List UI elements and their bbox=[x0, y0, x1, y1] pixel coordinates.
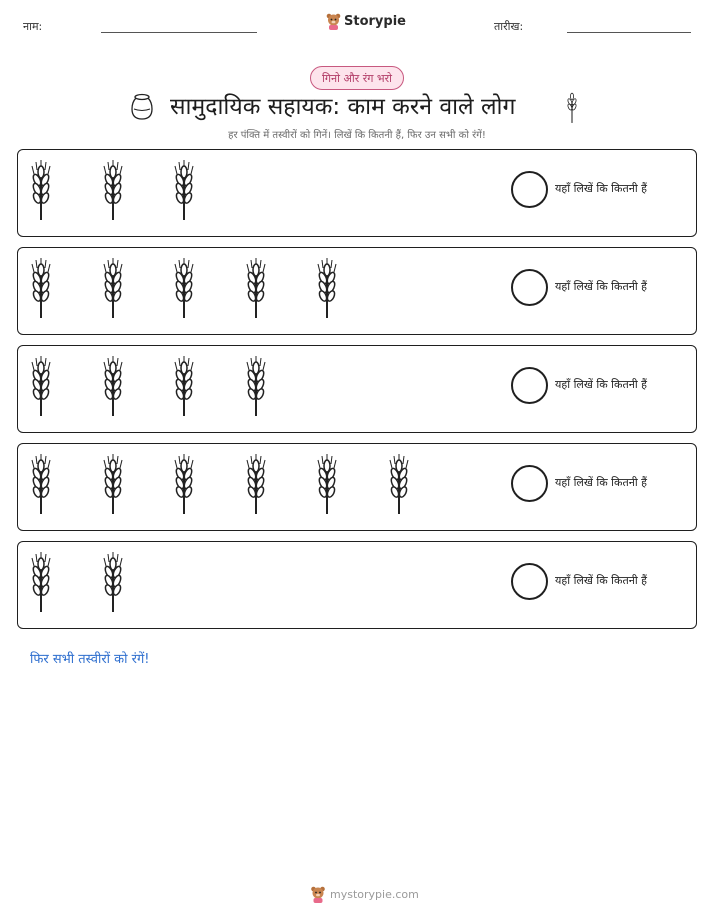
wheat-icon bbox=[28, 256, 54, 320]
wheat-icon bbox=[100, 158, 126, 222]
wheat-icon bbox=[243, 256, 269, 320]
wheat-icon bbox=[28, 158, 54, 222]
wheat-icon bbox=[243, 452, 269, 516]
name-write-line[interactable] bbox=[101, 32, 257, 33]
counting-row bbox=[17, 443, 697, 531]
wheat-icon bbox=[28, 452, 54, 516]
counting-row bbox=[17, 149, 697, 237]
wheat-icon bbox=[171, 158, 197, 222]
wheat-title-icon bbox=[562, 90, 582, 124]
answer-circle[interactable] bbox=[511, 171, 548, 208]
answer-label: यहाँ लिखें कि कितनी हैं bbox=[555, 378, 648, 391]
brand-name: Storypie bbox=[344, 14, 406, 29]
instructions: हर पंक्ति में तस्वीरों को गिनें। लिखें कि कितनी हैं, फिर उन सभी को रंगें! bbox=[228, 130, 486, 141]
wheat-icon bbox=[171, 452, 197, 516]
answer-circle[interactable] bbox=[511, 563, 548, 600]
wheat-icon bbox=[100, 550, 126, 614]
brand-logo bbox=[326, 13, 406, 30]
bear-mascot-icon bbox=[310, 886, 326, 903]
wheat-icon bbox=[171, 354, 197, 418]
counting-row bbox=[17, 247, 697, 335]
date-write-line[interactable] bbox=[567, 32, 691, 33]
wheat-icon bbox=[100, 452, 126, 516]
wheat-icon bbox=[28, 550, 54, 614]
wheat-icon bbox=[243, 354, 269, 418]
counting-row bbox=[17, 541, 697, 629]
site-url: mystorypie.com bbox=[330, 888, 419, 901]
counting-row bbox=[17, 345, 697, 433]
activity-badge: गिनो और रंग भरो bbox=[310, 66, 404, 90]
wheat-icon bbox=[171, 256, 197, 320]
name-label: नाम: bbox=[23, 20, 43, 33]
answer-circle[interactable] bbox=[511, 465, 548, 502]
title-row bbox=[0, 86, 714, 128]
wheat-icon bbox=[314, 452, 340, 516]
answer-circle[interactable] bbox=[511, 269, 548, 306]
answer-label: यहाँ लिखें कि कितनी हैं bbox=[555, 182, 648, 195]
site-footer bbox=[310, 886, 419, 903]
wheat-icon bbox=[100, 256, 126, 320]
wheat-icon bbox=[386, 452, 412, 516]
page-title: सामुदायिक सहायक: काम करने वाले लोग bbox=[170, 94, 516, 120]
wheat-icon bbox=[28, 354, 54, 418]
wheat-icon bbox=[100, 354, 126, 418]
answer-label: यहाँ लिखें कि कितनी हैं bbox=[555, 574, 648, 587]
footer-note: फिर सभी तस्वीरों को रंगें! bbox=[30, 652, 150, 667]
bear-mascot-icon bbox=[326, 13, 341, 30]
answer-label: यहाँ लिखें कि कितनी हैं bbox=[555, 476, 648, 489]
answer-label: यहाँ लिखें कि कितनी हैं bbox=[555, 280, 648, 293]
clay-pot-icon bbox=[127, 92, 157, 122]
answer-circle[interactable] bbox=[511, 367, 548, 404]
wheat-icon bbox=[314, 256, 340, 320]
date-label: तारीख: bbox=[494, 20, 524, 33]
